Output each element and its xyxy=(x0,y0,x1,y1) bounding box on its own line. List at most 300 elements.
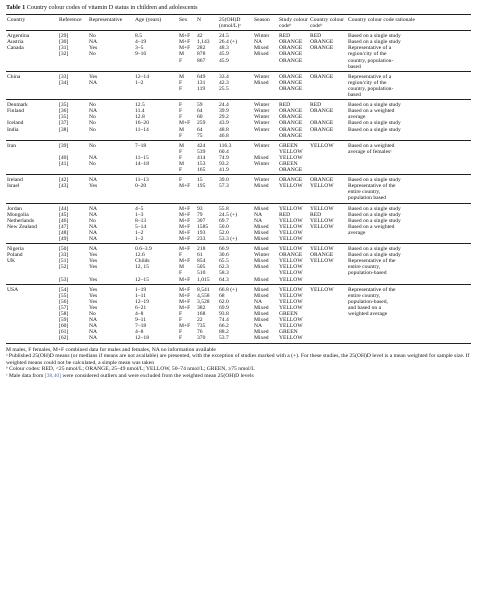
cell-rep xyxy=(88,195,134,203)
cell-rat: average xyxy=(348,114,366,121)
cell-rat xyxy=(347,236,471,244)
cell-age: 12–15 xyxy=(134,277,178,285)
cell-season: Mixed xyxy=(253,335,278,343)
cell-rep: No xyxy=(89,311,96,318)
cell-season: Mixed xyxy=(254,45,269,52)
cell-ref[interactable]: [33] xyxy=(59,252,69,259)
cell-rep xyxy=(88,64,134,72)
cell-ref[interactable] xyxy=(58,92,88,100)
cell-rep: NA xyxy=(89,108,98,115)
cell-country: India xyxy=(7,126,19,133)
cell-n: 1,015 xyxy=(196,277,218,285)
cell-sex: F xyxy=(179,317,183,324)
cell-country: Jordan xyxy=(7,205,22,212)
cell-ohd: 33.4 xyxy=(219,73,229,80)
cell-country: Ireland xyxy=(7,177,23,184)
cell-rat: Based on a single study xyxy=(348,33,401,40)
cell-rep: Yes xyxy=(89,258,98,265)
cell-season xyxy=(253,133,278,141)
cell-rat: Based on a single study xyxy=(348,102,401,109)
cell-rat: entire country, xyxy=(348,189,381,196)
table-row xyxy=(6,64,471,72)
cell-season: Mixed xyxy=(254,311,269,318)
cell-ohd: 24.5 xyxy=(219,33,229,40)
cell-scc: YELLOW xyxy=(279,323,303,330)
column-header-rat: Country colour code rationale xyxy=(347,15,471,31)
cell-season: Mixed xyxy=(254,246,269,253)
cell-scc: RED xyxy=(279,102,291,109)
cell-scc: ORANGE xyxy=(278,167,309,175)
cell-sex: F xyxy=(179,177,183,184)
cell-age: 12.6 xyxy=(135,252,145,259)
footnote-a: ᵃ Published 25(OH)D means (or medians if means are not available) are presented, with the exception of studies marked with a (+). For these studies, the 25(OH)D level is a mean weighted for sample size. If weighted means could not be calculated, a simple mean was taken xyxy=(6,353,470,366)
cell-ohd: 42.3 xyxy=(219,79,229,86)
cell-n: 282 xyxy=(197,45,206,52)
cell-rat: Based on a single study xyxy=(348,120,401,127)
cell-ref[interactable]: [39] xyxy=(59,142,69,149)
cell-ccc: ORANGE xyxy=(310,177,334,184)
cell-n: 193 xyxy=(197,229,206,236)
cell-country xyxy=(6,64,58,72)
footnote-c-reference-link[interactable]: [38,40] xyxy=(44,372,62,379)
cell-rat xyxy=(347,335,471,343)
cell-ref[interactable]: [44] xyxy=(59,205,69,212)
cell-n: 233 xyxy=(196,236,218,244)
cell-sex: M+F xyxy=(179,211,191,218)
cell-scc: ORANGE xyxy=(279,57,303,64)
cell-rep: Yes xyxy=(89,183,98,190)
cell-rep: Yes xyxy=(89,264,98,271)
cell-ref[interactable]: [55] xyxy=(59,292,69,299)
cell-sex: M xyxy=(179,51,184,58)
table-title: Country colour codes of vitamin D status in children and adolescents xyxy=(26,4,198,11)
cell-age: 11.4 xyxy=(135,108,145,115)
cell-season: Mixed xyxy=(254,329,269,336)
cell-sex: F xyxy=(178,167,196,175)
cell-ref[interactable]: [35] xyxy=(59,114,69,121)
cell-rat: Based on a single study xyxy=(348,39,401,46)
cell-n: 854 xyxy=(197,258,206,265)
cell-sex: M+F xyxy=(179,183,191,190)
cell-country: UK xyxy=(7,258,16,265)
cell-sex: F xyxy=(179,154,183,161)
cell-season: Mixed xyxy=(254,223,269,230)
cell-season: NA xyxy=(254,211,263,218)
cell-sex: F xyxy=(179,252,183,259)
cell-n: 61 xyxy=(197,252,203,259)
cell-ref[interactable]: [49] xyxy=(58,236,88,244)
cell-ccc: ORANGE xyxy=(310,126,334,133)
cell-scc: YELLOW xyxy=(279,154,303,161)
cell-ccc: YELLOW xyxy=(310,183,334,190)
cell-rep: NA xyxy=(89,177,98,184)
cell-age: 8.5 xyxy=(135,33,142,40)
cell-age: 14–18 xyxy=(135,160,149,167)
cell-scc: YELLOW xyxy=(279,270,303,277)
cell-n: 64 xyxy=(197,126,203,133)
cell-sex: M+F xyxy=(179,292,191,299)
cell-n: 119 xyxy=(197,85,206,92)
cell-ccc xyxy=(309,167,347,175)
cell-ccc xyxy=(309,335,347,343)
cell-ref[interactable]: [31] xyxy=(59,45,69,52)
cell-ref[interactable]: [38] xyxy=(59,126,69,133)
cell-ohd: 53.3 (+) xyxy=(218,236,253,244)
cell-sex: M+F xyxy=(179,205,191,212)
cell-age: 12–19 xyxy=(135,298,149,305)
cell-rat: Representative of the xyxy=(348,286,396,293)
cell-rep: No xyxy=(89,126,96,133)
cell-country: Canada xyxy=(7,45,24,52)
cell-ref[interactable]: [37] xyxy=(59,120,69,127)
cell-rat: Based on a single study xyxy=(348,252,401,259)
cell-scc: YELLOW xyxy=(278,236,309,244)
cell-rep xyxy=(88,92,134,100)
cell-country: Denmark xyxy=(7,102,28,109)
cell-age: 7–18 xyxy=(135,142,147,149)
cell-age xyxy=(134,167,178,175)
cell-n: 878 xyxy=(197,51,206,58)
cell-sex: F xyxy=(178,133,196,141)
cell-age: 4–5 xyxy=(135,205,144,212)
cell-country xyxy=(6,195,58,203)
cell-rat: Based on a single study xyxy=(348,126,401,133)
cell-ccc xyxy=(309,277,347,285)
cell-ref[interactable]: [59] xyxy=(59,317,69,324)
cell-rat: entire country, xyxy=(348,264,381,271)
cell-sex: F xyxy=(179,329,183,336)
cell-rat: Representative of a xyxy=(348,73,392,80)
cell-rat: Based on a weighted xyxy=(348,108,395,115)
cell-ref[interactable]: [45] xyxy=(59,211,69,218)
cell-scc: YELLOW xyxy=(279,304,303,311)
cell-rat: entire country, xyxy=(348,292,381,299)
cell-country xyxy=(6,133,58,141)
cell-country: Nigeria xyxy=(7,246,24,253)
cell-scc xyxy=(278,92,309,100)
cell-scc: ORANGE xyxy=(279,79,303,86)
cell-ohd: 93.2 xyxy=(219,160,229,167)
cell-season: Winter xyxy=(254,252,270,259)
cell-scc: YELLOW xyxy=(279,205,303,212)
cell-ref[interactable]: [47] xyxy=(59,223,69,230)
cell-ref[interactable] xyxy=(58,64,88,72)
cell-season: NA xyxy=(254,323,263,330)
cell-scc: YELLOW xyxy=(279,292,303,299)
cell-rep: NA xyxy=(89,317,98,324)
cell-rat: Based on a single study xyxy=(348,211,401,218)
cell-rat: based xyxy=(347,92,471,100)
cell-rat: Based on a single study xyxy=(348,177,401,184)
cell-season: Winter xyxy=(254,73,270,80)
cell-rep: NA xyxy=(89,323,98,330)
cell-scc: RED xyxy=(279,211,291,218)
cell-ccc xyxy=(309,92,347,100)
cell-scc: ORANGE xyxy=(279,108,303,115)
column-header-country: Country xyxy=(6,15,58,31)
column-header-age: Age (years) xyxy=(134,15,178,31)
cell-n: 1,143 xyxy=(197,39,210,46)
cell-country: Austria xyxy=(7,39,24,46)
cell-ref[interactable]: [54] xyxy=(59,286,69,293)
table-caption xyxy=(6,4,471,12)
cell-n: 76 xyxy=(197,329,203,336)
cell-ref[interactable]: [56] xyxy=(59,298,69,305)
cell-ref[interactable]: [51] xyxy=(59,258,69,265)
cell-rep: NA xyxy=(89,246,98,253)
cell-rat: Representative of the xyxy=(348,258,396,265)
cell-ccc xyxy=(309,64,347,72)
cell-sex: M+F xyxy=(179,120,191,127)
cell-rep: NA xyxy=(89,205,98,212)
column-header-rep: Representative xyxy=(88,15,134,31)
cell-ref[interactable]: [40] xyxy=(59,154,69,161)
cell-sex: F xyxy=(179,148,183,155)
cell-ohd: 65.5 xyxy=(219,258,229,265)
cell-rat: region/city of the xyxy=(348,51,387,58)
cell-country: Iceland xyxy=(7,120,24,127)
cell-n: 414 xyxy=(197,154,206,161)
cell-ohd: 30.6 xyxy=(219,252,229,259)
cell-sex: M+F xyxy=(179,39,191,46)
cell-rep: NA xyxy=(89,154,98,161)
cell-sex: M+F xyxy=(179,33,191,40)
cell-rep: Yes xyxy=(89,292,98,299)
cell-scc: YELLOW xyxy=(279,286,303,293)
cell-season: Mixed xyxy=(253,236,278,244)
cell-scc: ORANGE xyxy=(279,177,303,184)
cell-age: 1–19 xyxy=(135,286,147,293)
column-header-ref: Reference xyxy=(58,15,88,31)
cell-ref[interactable]: [48] xyxy=(59,229,69,236)
cell-age: 12–14 xyxy=(135,73,149,80)
cell-n xyxy=(196,195,218,203)
cell-rep: No xyxy=(89,142,96,149)
cell-n: 307 xyxy=(197,217,206,224)
cell-season: Winter xyxy=(254,160,270,167)
cell-season: Winter xyxy=(254,142,270,149)
cell-rep: No xyxy=(89,217,96,224)
cell-ref[interactable]: [33] xyxy=(59,73,69,80)
cell-n: 649 xyxy=(197,73,206,80)
cell-n: 4,558 xyxy=(197,292,210,299)
cell-ccc: YELLOW xyxy=(310,258,334,265)
cell-ccc: YELLOW xyxy=(310,205,334,212)
cell-ref[interactable] xyxy=(58,133,88,141)
cell-season: Mixed xyxy=(253,277,278,285)
cell-country: Poland xyxy=(7,252,23,259)
cell-ref[interactable] xyxy=(58,195,88,203)
cell-scc: GREEN xyxy=(279,142,298,149)
table-row xyxy=(6,335,471,343)
cell-n: 218 xyxy=(197,246,206,253)
cell-ccc: ORANGE xyxy=(310,73,334,80)
cell-ref[interactable]: [46] xyxy=(59,217,69,224)
cell-scc: YELLOW xyxy=(279,258,303,265)
cell-rep: NA xyxy=(88,236,134,244)
cell-ref[interactable]: [29] xyxy=(59,33,69,40)
cell-age: 1–11 xyxy=(135,292,146,299)
cell-season xyxy=(253,64,278,72)
table-row xyxy=(6,140,471,149)
cell-rep: NA xyxy=(89,223,98,230)
cell-ohd: 93.8 xyxy=(219,311,229,318)
cell-ref[interactable]: [36] xyxy=(59,108,69,115)
cell-rat: Based on a single study xyxy=(348,217,401,224)
cell-ohd: 64.3 xyxy=(218,277,253,285)
cell-rep: NA xyxy=(89,329,98,336)
cell-ref[interactable]: [61] xyxy=(59,329,69,336)
cell-sex: M+F xyxy=(179,45,191,52)
cell-ref[interactable]: [53] xyxy=(58,277,88,285)
cell-n: 79 xyxy=(197,211,203,218)
cell-rat: population based xyxy=(347,195,471,203)
cell-ohd: 62.0 xyxy=(219,298,229,305)
cell-ref[interactable]: [42] xyxy=(59,177,69,184)
cell-sex: M xyxy=(179,264,184,271)
cell-ref[interactable]: [41] xyxy=(59,160,69,167)
cell-season xyxy=(253,195,278,203)
cell-age: 12, 15 xyxy=(135,264,149,271)
cell-ccc: ORANGE xyxy=(310,108,334,115)
cell-age: 4–19 xyxy=(135,39,147,46)
cell-ref[interactable]: [60] xyxy=(59,323,69,330)
cell-ref[interactable]: [62] xyxy=(58,335,88,343)
cell-rep xyxy=(88,133,134,141)
cell-n: 15 xyxy=(197,177,203,184)
cell-ohd: 41.9 xyxy=(218,167,253,175)
cell-rep xyxy=(88,167,134,175)
cell-n: 195 xyxy=(197,183,206,190)
cell-n: 93 xyxy=(197,205,203,212)
cell-sex: M+F xyxy=(179,258,191,265)
cell-ohd: 69.7 xyxy=(219,217,229,224)
cell-country: New Zealand xyxy=(7,223,37,230)
cell-ohd: 68 xyxy=(219,292,225,299)
cell-ccc: ORANGE xyxy=(310,252,334,259)
cell-ohd: 39.0 xyxy=(219,177,229,184)
cell-rep: NA xyxy=(88,335,134,343)
cell-ohd: 69.9 xyxy=(219,304,229,311)
cell-scc xyxy=(278,64,309,72)
cell-rat: region/city of the xyxy=(348,79,387,86)
cell-age: 9–11 xyxy=(135,317,146,324)
cell-ohd: 53.7 xyxy=(218,335,253,343)
cell-n: 60 xyxy=(197,114,203,121)
cell-scc: ORANGE xyxy=(279,39,303,46)
cell-ccc xyxy=(309,195,347,203)
cell-sex: F xyxy=(179,85,183,92)
cell-scc: YELLOW xyxy=(279,298,303,305)
table-row xyxy=(6,133,471,141)
cell-country: Finland xyxy=(7,108,25,115)
cell-rat: Based on a weighted xyxy=(348,142,395,149)
cell-ohd: 26.4 (+) xyxy=(219,39,238,46)
cell-country xyxy=(6,335,58,343)
column-header-season: Season xyxy=(253,15,278,31)
cell-ref[interactable]: [30] xyxy=(59,39,69,46)
cell-ref[interactable]: [52] xyxy=(59,264,69,271)
table-row xyxy=(6,203,471,212)
cell-age: 11–14 xyxy=(135,126,149,133)
cell-season: Mixed xyxy=(254,286,269,293)
cell-age: Childs xyxy=(135,258,150,265)
cell-scc: YELLOW xyxy=(279,317,303,324)
cell-scc: ORANGE xyxy=(279,85,303,92)
cell-season: Mixed xyxy=(254,229,269,236)
cell-rat: and based on a xyxy=(348,304,382,311)
cell-sex: M+F xyxy=(179,304,191,311)
cell-rat: Based on a weighted xyxy=(348,223,395,230)
cell-ref[interactable] xyxy=(58,167,88,175)
cell-n: 75 xyxy=(196,133,218,141)
cell-n: 259 xyxy=(197,120,206,127)
cell-season: Winter xyxy=(254,120,270,127)
table-footnotes xyxy=(6,347,471,380)
cell-ohd: 45.9 xyxy=(219,57,229,64)
cell-season: Mixed xyxy=(254,183,269,190)
cell-country: Iran xyxy=(7,142,17,149)
cell-rat xyxy=(347,133,471,141)
cell-scc: GREEN xyxy=(279,160,298,167)
cell-ohd: 66.8 (+) xyxy=(219,286,238,293)
cell-ref[interactable]: [43] xyxy=(59,183,69,190)
cell-age xyxy=(134,195,178,203)
cell-n: 168 xyxy=(197,311,206,318)
cell-sex: M xyxy=(179,160,184,167)
cell-ref[interactable]: [57] xyxy=(59,304,69,311)
cell-ref[interactable]: [35] xyxy=(59,102,69,109)
cell-ccc: ORANGE xyxy=(310,39,334,46)
cell-n: 1585 xyxy=(197,223,209,230)
cell-rep: No xyxy=(89,33,96,40)
cell-rep: Yes xyxy=(89,304,98,311)
cell-age: 1–2 xyxy=(135,229,144,236)
table-row xyxy=(6,284,471,293)
cell-rep: Yes xyxy=(89,252,98,259)
cell-season: Mixed xyxy=(254,154,269,161)
cell-n: 735 xyxy=(197,323,206,330)
cell-ref[interactable]: [50] xyxy=(59,246,69,253)
cell-scc: ORANGE xyxy=(278,133,309,141)
cell-rep: Yes xyxy=(89,286,98,293)
cell-age: 6–21 xyxy=(135,304,147,311)
cell-season: Winter xyxy=(254,108,270,115)
cell-age: 3–5 xyxy=(135,45,144,52)
cell-age xyxy=(134,133,178,141)
cell-ohd: 48.3 xyxy=(219,45,229,52)
cell-rat xyxy=(347,167,471,175)
cell-n: 424 xyxy=(197,142,206,149)
cell-scc xyxy=(278,195,309,203)
cell-ref[interactable]: [32] xyxy=(59,51,69,58)
cell-age: 1–2 xyxy=(134,236,178,244)
cell-ohd: 57.3 xyxy=(219,183,229,190)
cell-ref[interactable]: [34] xyxy=(59,79,69,86)
cell-sex: F xyxy=(178,335,196,343)
footnote-c-prefix: ᶜ Male data from xyxy=(6,372,45,379)
cell-season: Mixed xyxy=(254,317,269,324)
cell-ohd: 25.5 xyxy=(219,85,229,92)
table-row xyxy=(6,195,471,203)
cell-rat: country, population- xyxy=(348,85,394,92)
cell-ref[interactable]: [58] xyxy=(59,311,69,318)
cell-rep: No xyxy=(89,51,96,58)
cell-age: 12.8 xyxy=(135,114,145,121)
cell-rat: based xyxy=(347,64,471,72)
cell-n: 59 xyxy=(197,102,203,109)
cell-age xyxy=(134,92,178,100)
